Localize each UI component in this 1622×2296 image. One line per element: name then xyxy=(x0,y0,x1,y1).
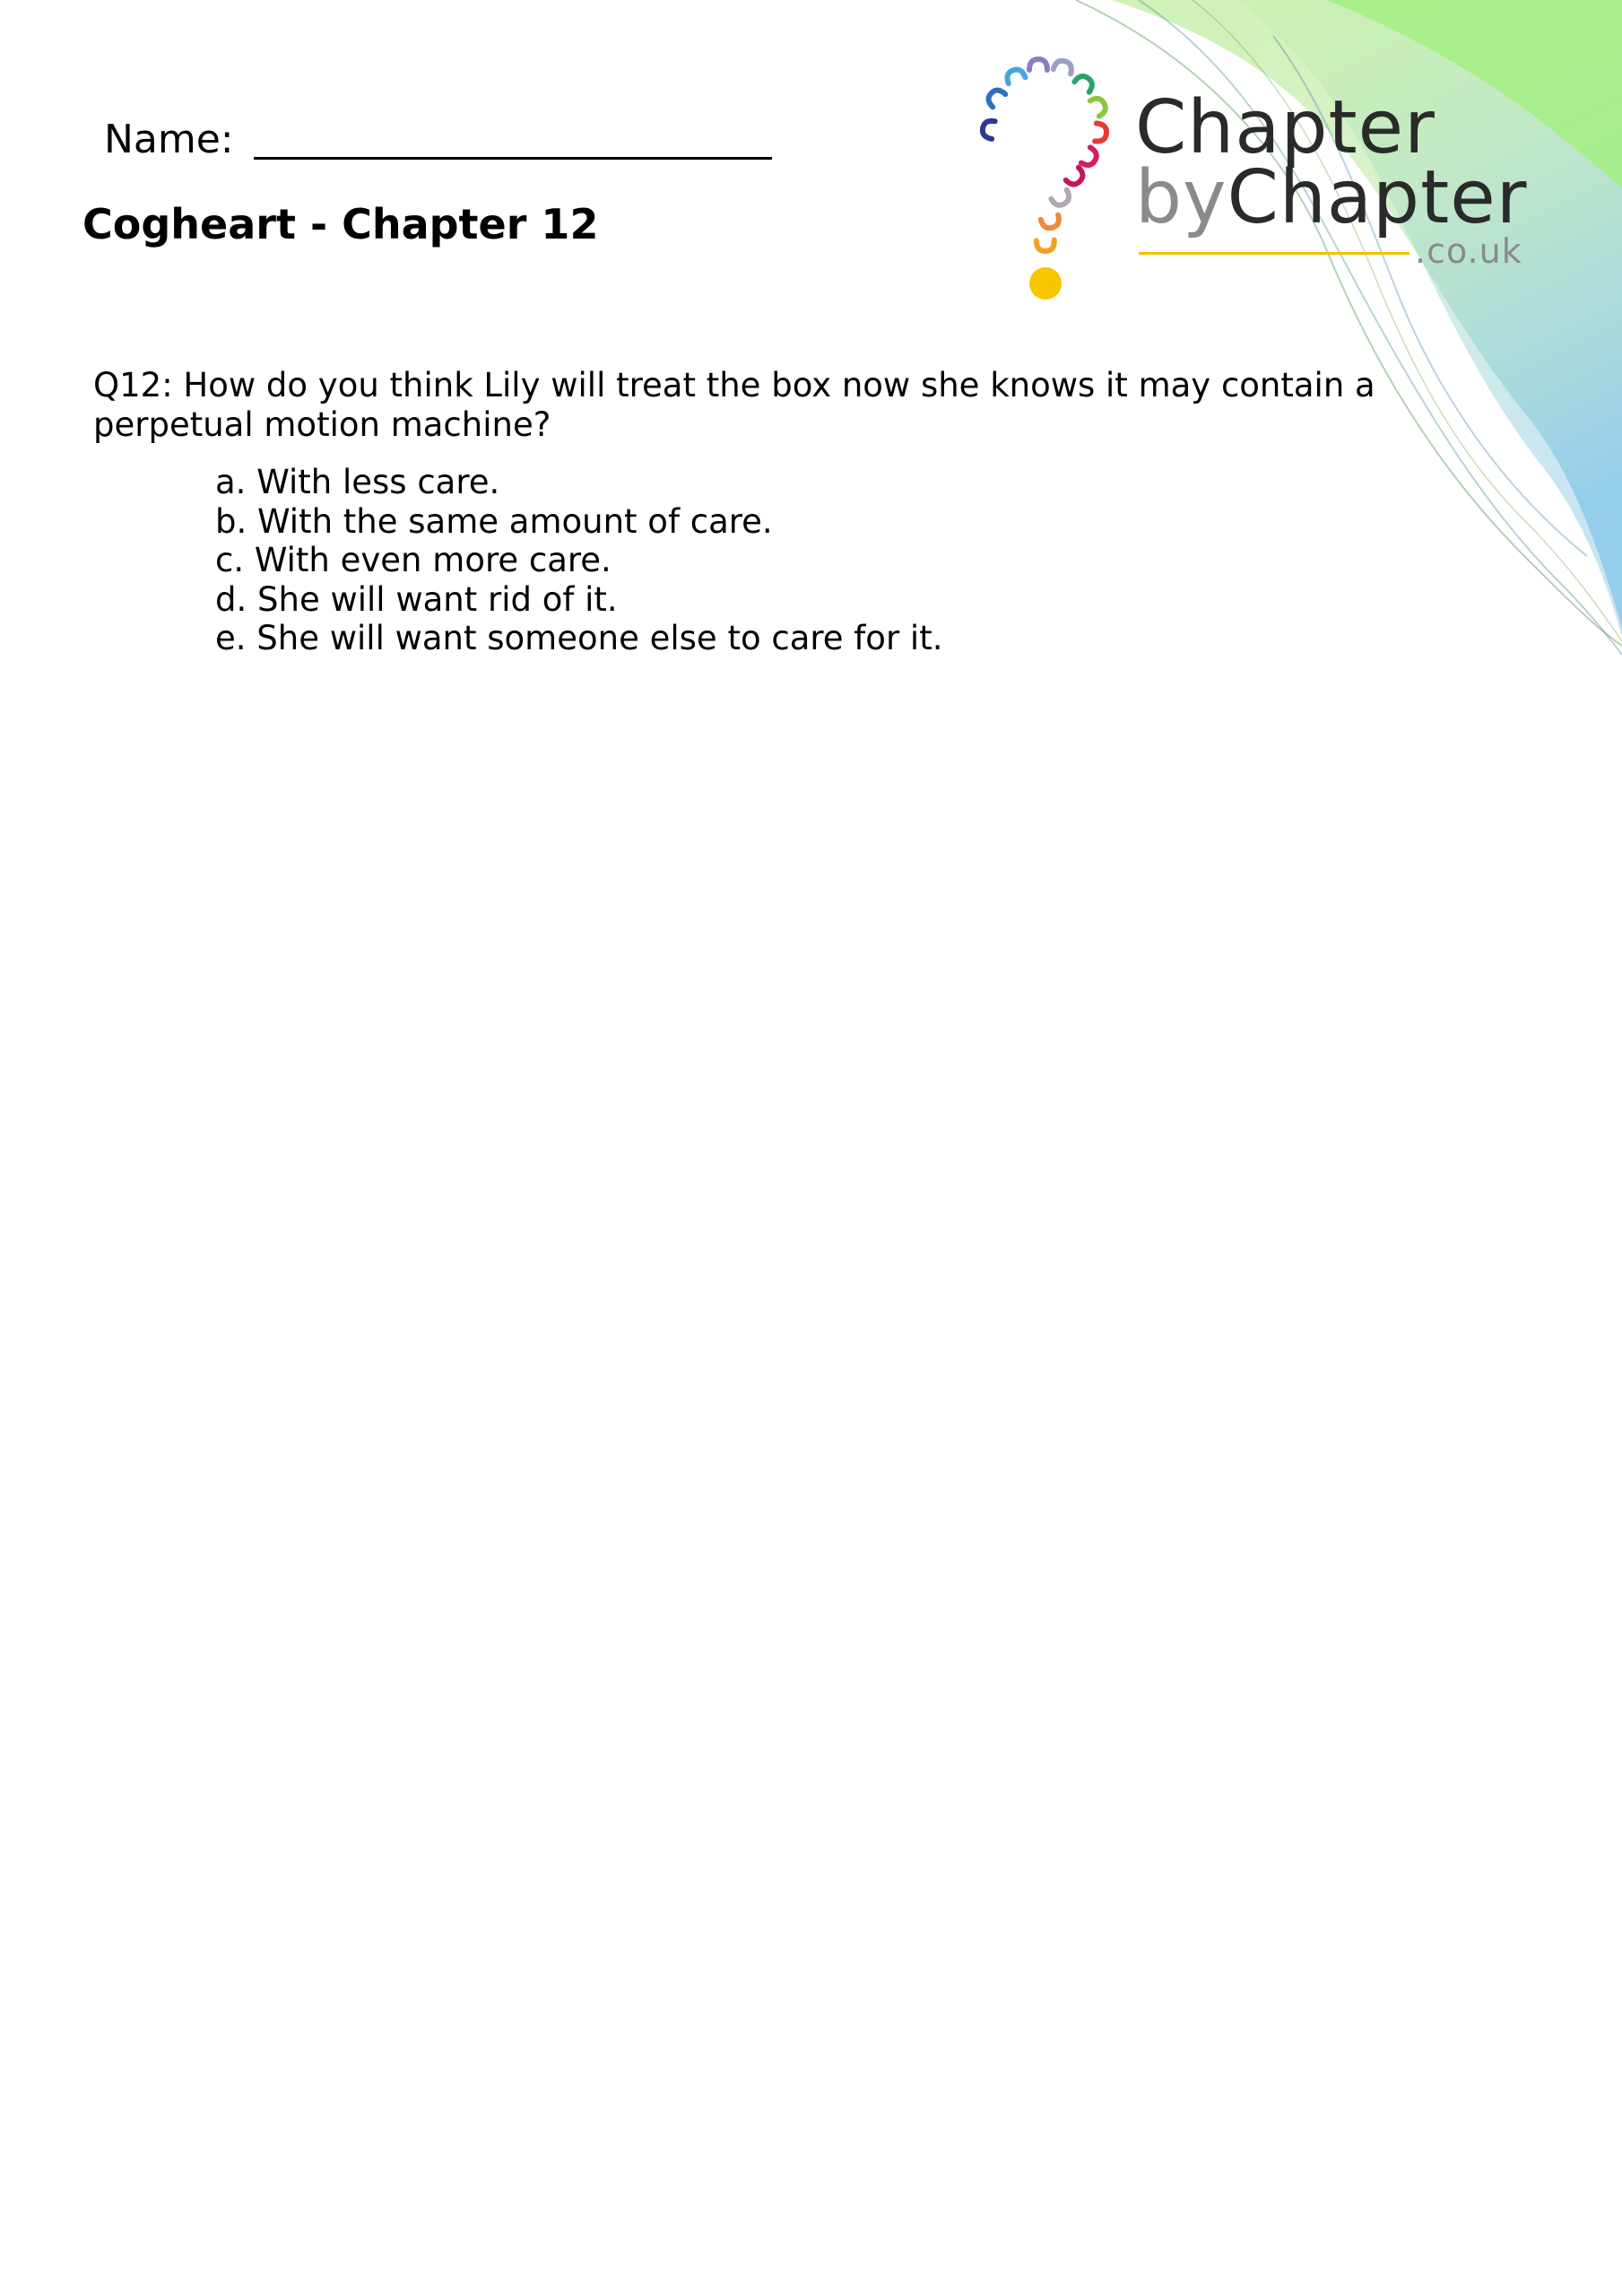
option-d: d. She will want rid of it. xyxy=(215,579,618,619)
book-question-mark-icon xyxy=(967,52,1119,312)
name-label: Name: xyxy=(104,117,234,162)
logo-word-by: by xyxy=(1135,155,1227,240)
option-a: a. With less care. xyxy=(215,463,500,501)
answer-options xyxy=(215,463,942,658)
worksheet-title: Cogheart - Chapter 12 xyxy=(82,200,599,248)
name-field xyxy=(104,115,772,165)
logo-word-chapter: Chapter xyxy=(1135,85,1436,170)
logo-word-chapter-2: Chapter xyxy=(1227,155,1528,240)
logo-underline xyxy=(1139,252,1409,255)
logo-word-bychapter xyxy=(1135,155,1528,240)
question-text: Q12: How do you think Lily will treat the box now she knows it may contain a perpetual motion machine? xyxy=(93,366,1375,444)
chapter-by-chapter-logo xyxy=(967,52,1540,312)
option-b: b. With the same amount of care. xyxy=(215,501,773,541)
option-e: e. She will want someone else to care for it. xyxy=(215,619,943,657)
logo-domain: .co.uk xyxy=(1415,231,1522,271)
option-c: c. With even more care. xyxy=(215,541,612,579)
name-blank-line[interactable] xyxy=(254,157,772,160)
